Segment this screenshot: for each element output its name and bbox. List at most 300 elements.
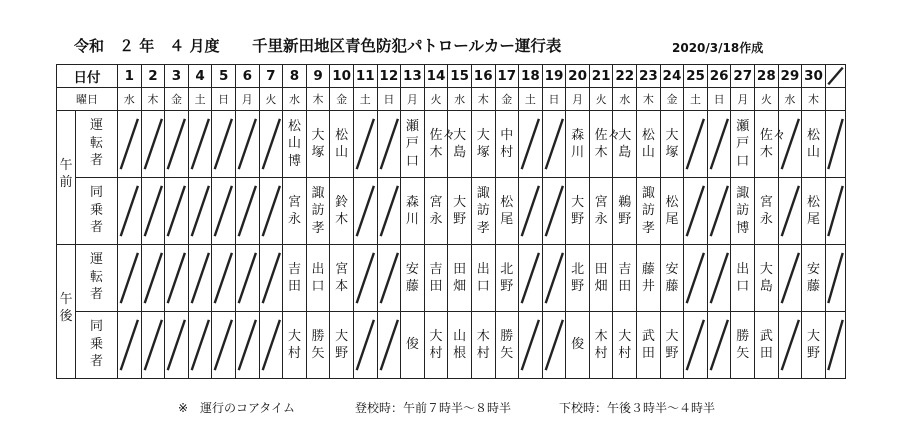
no-service-slash xyxy=(779,312,802,378)
created-date: 2020/3/18作成 xyxy=(672,41,764,55)
day-number: 14 xyxy=(424,65,448,88)
patrol-member-cell xyxy=(660,178,684,245)
no-service-cell xyxy=(212,245,236,312)
no-service-slash xyxy=(142,178,165,244)
day-number: 26 xyxy=(707,65,731,88)
member-name: 武田 xyxy=(759,328,773,361)
schedule-table xyxy=(56,64,846,379)
no-service-cell xyxy=(235,245,259,312)
no-service-slash xyxy=(354,245,377,311)
member-name: 木村 xyxy=(476,328,490,361)
no-service-slash xyxy=(378,245,401,311)
day-number: 18 xyxy=(519,65,543,88)
no-service-cell xyxy=(377,178,401,245)
weekday-cell: 火 xyxy=(755,88,779,111)
no-service-slash xyxy=(118,178,141,244)
weekday-cell: 火 xyxy=(424,88,448,111)
weekday-cell: 日 xyxy=(542,88,566,111)
no-service-slash xyxy=(708,111,731,177)
role-label-text: 運転者 xyxy=(90,118,104,168)
patrol-member-cell xyxy=(613,178,637,245)
day-number: 17 xyxy=(495,65,519,88)
patrol-member-cell xyxy=(637,178,661,245)
no-service-slash xyxy=(543,111,566,177)
no-service-cell xyxy=(118,178,142,245)
no-service-slash xyxy=(779,245,802,311)
no-service-slash xyxy=(212,111,235,177)
no-service-cell xyxy=(259,178,283,245)
day-number: 29 xyxy=(778,65,802,88)
role-label-text: 同乗者 xyxy=(90,185,104,235)
member-name: 鈴木 xyxy=(335,194,349,227)
day-number: 11 xyxy=(353,65,377,88)
driver-role-label xyxy=(76,111,118,178)
weekday-cell: 金 xyxy=(330,88,354,111)
no-service-cell xyxy=(118,312,142,379)
no-service-slash xyxy=(543,312,566,378)
no-service-slash xyxy=(260,178,283,244)
member-name: 宮永 xyxy=(594,194,608,227)
member-name: 北野 xyxy=(571,261,585,294)
no-service-cell xyxy=(188,312,212,379)
weekday-cell: 木 xyxy=(141,88,165,111)
no-service-cell xyxy=(778,111,802,178)
member-name: 宮永 xyxy=(429,194,443,227)
no-service-cell xyxy=(235,111,259,178)
member-name: 大村 xyxy=(287,328,301,361)
patrol-member-cell xyxy=(495,312,519,379)
patrol-member-cell xyxy=(660,111,684,178)
member-name: 宮本 xyxy=(335,261,349,294)
row-end-slash xyxy=(825,245,845,312)
member-name: 大塚 xyxy=(311,127,325,160)
member-name: 勝矢 xyxy=(736,328,750,361)
weekday-cell: 月 xyxy=(401,88,425,111)
no-service-slash xyxy=(260,312,283,378)
no-service-slash xyxy=(142,312,165,378)
no-service-cell xyxy=(778,245,802,312)
patrol-member-cell xyxy=(330,178,354,245)
member-name: 瀬戸口 xyxy=(736,119,750,169)
no-service-cell xyxy=(707,245,731,312)
no-service-slash xyxy=(354,178,377,244)
no-service-cell xyxy=(118,245,142,312)
no-service-slash xyxy=(165,111,188,177)
day-number: 2 xyxy=(141,65,165,88)
no-service-slash xyxy=(519,245,542,311)
no-service-slash xyxy=(212,245,235,311)
weekday-cell: 金 xyxy=(165,88,189,111)
patrol-member-cell xyxy=(306,178,330,245)
patrol-member-cell xyxy=(637,111,661,178)
member-name: 森川 xyxy=(405,194,419,227)
day-number: 23 xyxy=(637,65,661,88)
no-service-slash xyxy=(826,245,845,311)
day-number: 3 xyxy=(165,65,189,88)
no-service-slash xyxy=(708,178,731,244)
weekday-end-cell xyxy=(825,88,845,111)
no-service-cell xyxy=(684,312,708,379)
patrol-member-cell xyxy=(424,245,448,312)
no-service-cell xyxy=(165,245,189,312)
no-service-slash xyxy=(212,312,235,378)
patrol-member-cell xyxy=(283,178,307,245)
patrol-member-cell xyxy=(566,245,590,312)
patrol-member-cell xyxy=(330,111,354,178)
no-service-slash xyxy=(708,245,731,311)
passenger-role-label xyxy=(76,312,118,379)
patrol-member-cell xyxy=(471,312,495,379)
no-service-cell xyxy=(542,178,566,245)
patrol-member-cell xyxy=(731,312,755,379)
patrol-member-cell xyxy=(401,111,425,178)
document-title: 千里新田地区青色防犯パトロールカー運行表 xyxy=(252,37,562,55)
section-label-text: 午前 xyxy=(59,157,73,191)
day-number: 4 xyxy=(188,65,212,88)
member-name: 佐々木 xyxy=(759,127,786,160)
member-name: 山根 xyxy=(453,328,467,361)
patrol-member-cell xyxy=(471,178,495,245)
member-name: 松山 xyxy=(335,127,349,160)
no-service-slash xyxy=(236,312,259,378)
weekday-header-label: 曜日 xyxy=(57,88,118,111)
patrol-member-cell xyxy=(424,111,456,178)
weekday-cell: 水 xyxy=(778,88,802,111)
no-service-slash xyxy=(118,245,141,311)
day-number: 9 xyxy=(306,65,330,88)
patrol-member-cell xyxy=(448,312,472,379)
day-header-label: 日付 xyxy=(57,65,118,88)
no-service-cell xyxy=(542,245,566,312)
no-service-cell xyxy=(778,178,802,245)
member-name: 大塚 xyxy=(665,127,679,160)
day-number: 15 xyxy=(448,65,472,88)
member-name: 佐々木 xyxy=(429,127,456,160)
member-name: 出口 xyxy=(311,261,325,294)
day-number: 8 xyxy=(283,65,307,88)
weekday-cell: 水 xyxy=(118,88,142,111)
weekday-cell: 日 xyxy=(377,88,401,111)
patrol-member-cell xyxy=(306,312,330,379)
patrol-member-cell xyxy=(448,245,472,312)
role-label-text: 同乗者 xyxy=(90,319,104,369)
member-name: 諏訪孝 xyxy=(476,186,490,236)
patrol-member-cell xyxy=(471,111,495,178)
no-service-cell xyxy=(542,111,566,178)
no-service-slash xyxy=(684,312,707,378)
member-name: 俊 xyxy=(405,337,419,353)
weekday-cell: 土 xyxy=(353,88,377,111)
day-number: 6 xyxy=(235,65,259,88)
no-service-slash xyxy=(378,111,401,177)
patrol-member-cell xyxy=(589,312,613,379)
no-service-cell xyxy=(707,111,731,178)
no-service-cell xyxy=(212,312,236,379)
no-service-cell xyxy=(259,312,283,379)
core-time-note: ※ 運行のコアタイム 登校時：午前７時半～８時半 下校時：午後３時半～４時半 xyxy=(178,401,715,415)
no-service-slash xyxy=(378,178,401,244)
patrol-member-cell xyxy=(731,178,755,245)
patrol-member-cell xyxy=(401,312,425,379)
no-service-slash xyxy=(519,111,542,177)
member-name: 安藤 xyxy=(405,261,419,294)
day-number: 7 xyxy=(259,65,283,88)
no-service-slash xyxy=(378,312,401,378)
no-service-slash xyxy=(543,245,566,311)
patrol-member-cell xyxy=(589,178,613,245)
patrol-member-cell xyxy=(755,312,779,379)
member-name: 中村 xyxy=(500,127,514,160)
no-service-cell xyxy=(188,245,212,312)
day-number: 28 xyxy=(755,65,779,88)
member-name: 大村 xyxy=(618,328,632,361)
patrol-member-cell xyxy=(731,245,755,312)
patrol-member-cell xyxy=(660,312,684,379)
no-service-cell xyxy=(188,178,212,245)
member-name: 勝矢 xyxy=(500,328,514,361)
member-name: 諏訪孝 xyxy=(311,186,325,236)
no-service-cell xyxy=(519,178,543,245)
day-number: 1 xyxy=(118,65,142,88)
no-service-slash xyxy=(519,178,542,244)
patrol-member-cell xyxy=(802,111,826,178)
patrol-member-cell xyxy=(330,312,354,379)
day-number: 16 xyxy=(471,65,495,88)
no-service-cell xyxy=(212,111,236,178)
no-service-cell xyxy=(235,312,259,379)
weekday-cell: 火 xyxy=(589,88,613,111)
member-name: 大塚 xyxy=(476,127,490,160)
no-service-cell xyxy=(141,245,165,312)
afternoon-section-label xyxy=(57,245,76,379)
no-service-cell xyxy=(684,245,708,312)
patrol-member-cell xyxy=(802,312,826,379)
no-service-cell xyxy=(519,111,543,178)
member-name: 田畑 xyxy=(453,261,467,294)
no-service-cell xyxy=(235,178,259,245)
member-name: 吉田 xyxy=(287,261,301,294)
patrol-member-cell xyxy=(495,178,519,245)
member-name: 安藤 xyxy=(807,261,821,294)
patrol-member-cell xyxy=(802,178,826,245)
patrol-member-cell xyxy=(589,245,613,312)
day-number: 27 xyxy=(731,65,755,88)
patrol-member-cell xyxy=(660,245,684,312)
patrol-member-cell xyxy=(401,178,425,245)
no-service-cell xyxy=(519,245,543,312)
no-service-cell xyxy=(707,312,731,379)
member-name: 瀬戸口 xyxy=(405,119,419,169)
member-name: 安藤 xyxy=(665,261,679,294)
patrol-member-cell xyxy=(566,312,590,379)
morning-section-label xyxy=(57,111,76,245)
member-name: 大野 xyxy=(453,194,467,227)
no-service-cell xyxy=(377,111,401,178)
row-end-slash xyxy=(825,178,845,245)
no-service-slash xyxy=(165,312,188,378)
patrol-member-cell xyxy=(566,178,590,245)
patrol-member-cell xyxy=(283,245,307,312)
no-service-cell xyxy=(141,178,165,245)
member-name: 北野 xyxy=(500,261,514,294)
no-service-cell xyxy=(188,111,212,178)
member-name: 俊 xyxy=(571,337,585,353)
weekday-cell: 金 xyxy=(495,88,519,111)
member-name: 宮永 xyxy=(759,194,773,227)
no-service-slash xyxy=(212,178,235,244)
day-number: 30 xyxy=(802,65,826,88)
passenger-role-label xyxy=(76,178,118,245)
member-name: 大島 xyxy=(618,127,632,160)
patrol-member-cell xyxy=(448,178,472,245)
day-number: 24 xyxy=(660,65,684,88)
no-service-slash xyxy=(189,312,212,378)
no-service-cell xyxy=(684,178,708,245)
no-service-slash xyxy=(779,111,802,177)
no-service-cell xyxy=(259,111,283,178)
no-service-cell xyxy=(353,245,377,312)
member-name: 松山博 xyxy=(287,119,301,169)
no-service-slash xyxy=(354,111,377,177)
day-number: 19 xyxy=(542,65,566,88)
patrol-member-cell xyxy=(283,312,307,379)
patrol-member-cell xyxy=(637,245,661,312)
member-name: 諏訪博 xyxy=(736,186,750,236)
no-service-slash xyxy=(142,111,165,177)
weekday-cell: 土 xyxy=(188,88,212,111)
no-service-cell xyxy=(141,312,165,379)
patrol-member-cell xyxy=(755,111,786,178)
day-end-slash xyxy=(825,65,845,88)
patrol-member-cell xyxy=(424,312,448,379)
no-service-slash xyxy=(779,178,802,244)
member-name: 吉田 xyxy=(618,261,632,294)
no-service-cell xyxy=(519,312,543,379)
no-service-slash xyxy=(118,111,141,177)
no-service-cell xyxy=(141,111,165,178)
day-number: 5 xyxy=(212,65,236,88)
day-number: 13 xyxy=(401,65,425,88)
member-name: 木村 xyxy=(594,328,608,361)
no-service-slash xyxy=(189,111,212,177)
no-service-slash xyxy=(826,111,845,177)
no-service-slash xyxy=(118,312,141,378)
patrol-member-cell xyxy=(306,111,330,178)
weekday-cell: 日 xyxy=(212,88,236,111)
no-service-cell xyxy=(542,312,566,379)
member-name: 松山 xyxy=(807,127,821,160)
member-name: 松尾 xyxy=(807,194,821,227)
day-number: 21 xyxy=(589,65,613,88)
weekday-cell: 金 xyxy=(660,88,684,111)
member-name: 武田 xyxy=(641,328,655,361)
patrol-member-cell xyxy=(755,178,779,245)
patrol-member-cell xyxy=(613,111,637,178)
era-month-heading: 令和 ２ 年 ４ 月度 xyxy=(74,37,220,55)
member-name: 松尾 xyxy=(500,194,514,227)
member-name: 松尾 xyxy=(665,194,679,227)
weekday-cell: 月 xyxy=(566,88,590,111)
patrol-member-cell xyxy=(637,312,661,379)
weekday-cell: 木 xyxy=(802,88,826,111)
no-service-cell xyxy=(684,111,708,178)
no-service-slash xyxy=(826,178,845,244)
no-service-slash xyxy=(236,245,259,311)
member-name: 森川 xyxy=(571,127,585,160)
patrol-member-cell xyxy=(495,245,519,312)
patrol-member-cell xyxy=(613,312,637,379)
member-name: 大島 xyxy=(759,261,773,294)
no-service-slash xyxy=(354,312,377,378)
patrol-member-cell xyxy=(802,245,826,312)
patrol-member-cell xyxy=(589,111,621,178)
member-name: 出口 xyxy=(476,261,490,294)
member-name: 出口 xyxy=(736,261,750,294)
patrol-member-cell xyxy=(566,111,590,178)
no-service-slash xyxy=(189,178,212,244)
no-service-cell xyxy=(778,312,802,379)
member-name: 宮永 xyxy=(287,194,301,227)
no-service-slash xyxy=(142,245,165,311)
role-label-text: 運転者 xyxy=(90,252,104,302)
member-name: 勝矢 xyxy=(311,328,325,361)
member-name: 吉田 xyxy=(429,261,443,294)
no-service-cell xyxy=(353,111,377,178)
day-number: 10 xyxy=(330,65,354,88)
weekday-cell: 月 xyxy=(731,88,755,111)
member-name: 諏訪孝 xyxy=(641,186,655,236)
patrol-member-cell xyxy=(306,245,330,312)
no-service-cell xyxy=(118,111,142,178)
patrol-member-cell xyxy=(495,111,519,178)
weekday-cell: 水 xyxy=(283,88,307,111)
member-name: 大野 xyxy=(807,328,821,361)
member-name: 松山 xyxy=(641,127,655,160)
patrol-member-cell xyxy=(448,111,472,178)
no-service-slash xyxy=(260,245,283,311)
day-number: 22 xyxy=(613,65,637,88)
patrol-member-cell xyxy=(755,245,779,312)
member-name: 大野 xyxy=(335,328,349,361)
no-service-cell xyxy=(259,245,283,312)
weekday-cell: 日 xyxy=(707,88,731,111)
member-name: 鵜野 xyxy=(618,194,632,227)
no-service-slash xyxy=(236,178,259,244)
patrol-member-cell xyxy=(613,245,637,312)
no-service-slash xyxy=(236,111,259,177)
member-name: 藤井 xyxy=(641,261,655,294)
no-service-cell xyxy=(212,178,236,245)
member-name: 田畑 xyxy=(594,261,608,294)
weekday-cell: 木 xyxy=(306,88,330,111)
patrol-member-cell xyxy=(424,178,448,245)
member-name: 大島 xyxy=(453,127,467,160)
no-service-slash xyxy=(260,111,283,177)
no-service-slash xyxy=(519,312,542,378)
no-service-slash xyxy=(826,65,845,87)
weekday-cell: 火 xyxy=(259,88,283,111)
no-service-cell xyxy=(165,178,189,245)
weekday-cell: 水 xyxy=(613,88,637,111)
no-service-cell xyxy=(165,312,189,379)
row-end-slash xyxy=(825,111,845,178)
no-service-slash xyxy=(684,111,707,177)
weekday-cell: 土 xyxy=(519,88,543,111)
day-number: 12 xyxy=(377,65,401,88)
no-service-slash xyxy=(165,245,188,311)
patrol-member-cell xyxy=(283,111,307,178)
member-name: 大野 xyxy=(571,194,585,227)
